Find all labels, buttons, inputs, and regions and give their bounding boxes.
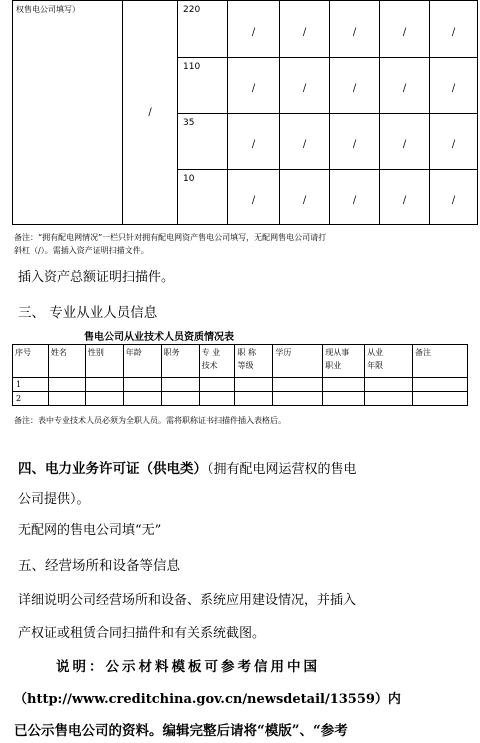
- voltage-level-cell: 220: [178, 1, 228, 58]
- table-cell: /: [430, 114, 478, 170]
- table-cell: /: [228, 1, 280, 58]
- table-cell: /: [380, 170, 430, 225]
- table-cell: /: [330, 170, 380, 225]
- table-cell: /: [280, 1, 330, 58]
- voltage-level-cell: 10: [178, 170, 228, 225]
- staff-table-note: 备注：表中专业技术人员必须为全职人员。需将职称证书扫描件插入表格后。: [14, 416, 286, 425]
- table-cell: /: [228, 58, 280, 114]
- network-info-label-cell: [13, 1, 123, 225]
- explanation-line-3: 已公示售电公司的资料。编辑完整后请将“模版”、“参考: [14, 723, 348, 739]
- distribution-network-table: [12, 0, 478, 225]
- voltage-level-cell: 35: [178, 114, 228, 170]
- table-cell: /: [380, 58, 430, 114]
- table-cell: /: [280, 170, 330, 225]
- explanation-line-1: 说明：公示材料模板可参考信用中国: [56, 659, 320, 675]
- network-table-note: 备注：“拥有配电网情况”一栏只针对拥有配电网资产售电公司填写，无配网售电公司请打 斜杠（/）。需插入资产证明扫描文件。: [14, 233, 327, 255]
- table-cell: /: [430, 170, 478, 225]
- staff-qualification-table: [12, 344, 468, 406]
- table-cell: /: [280, 58, 330, 114]
- table-cell: /: [430, 58, 478, 114]
- section-5-line-1: 详细说明公司经营场所和设备、系统应用建设情况，并插入: [18, 593, 357, 608]
- section-4-line-3: 无配网的售电公司填“无”: [18, 523, 162, 538]
- network-info-label: 权售电公司填写）: [16, 5, 80, 14]
- header-current-occupation: 现从事 职业: [323, 345, 365, 378]
- staff-table-title: 售电公司从业技术人员资质情况表: [84, 332, 234, 343]
- table-cell: /: [228, 170, 280, 225]
- row-seq: 2: [13, 392, 49, 406]
- table-cell: /: [430, 1, 478, 58]
- header-position: 职务: [161, 345, 199, 378]
- table-cell: /: [228, 114, 280, 170]
- table-cell: /: [330, 114, 380, 170]
- voltage-level-cell: 110: [178, 58, 228, 114]
- explanation-line-2: （http://www.creditchina.gov.cn/newsdetail/13559）内: [14, 692, 401, 707]
- header-title-level: 职 称 等级: [235, 345, 273, 378]
- table-row: [13, 392, 468, 406]
- table-row: [13, 378, 468, 392]
- section-4-line-2: 公司提供）。: [18, 492, 90, 507]
- table-cell: /: [280, 114, 330, 170]
- section-4-heading: 四、电力业务许可证（供电类）（拥有配电网运营权的售电: [18, 461, 357, 477]
- table-cell: /: [330, 1, 380, 58]
- asset-proof-instruction: 插入资产总额证明扫描件。: [18, 270, 175, 285]
- section-5-line-2: 产权证或租赁合同扫描件和有关系统截图。: [18, 626, 266, 641]
- table-cell: /: [330, 58, 380, 114]
- section-3-heading: 三、 专业从业人员信息: [18, 305, 158, 321]
- section-5-heading: 五、经营场所和设备等信息: [18, 558, 180, 574]
- table-cell: /: [380, 1, 430, 58]
- header-remarks: 备注: [413, 345, 468, 378]
- header-seq: 序号: [13, 345, 49, 378]
- header-work-years: 从业 年限: [365, 345, 413, 378]
- table-cell: /: [380, 114, 430, 170]
- row-seq: 1: [13, 378, 49, 392]
- header-age: 年龄: [123, 345, 161, 378]
- merged-slash-cell: /: [123, 1, 178, 225]
- header-gender: 性别: [85, 345, 123, 378]
- header-education: 学历: [273, 345, 323, 378]
- header-professional-tech: 专 业 技术: [199, 345, 235, 378]
- header-name: 姓名: [48, 345, 85, 378]
